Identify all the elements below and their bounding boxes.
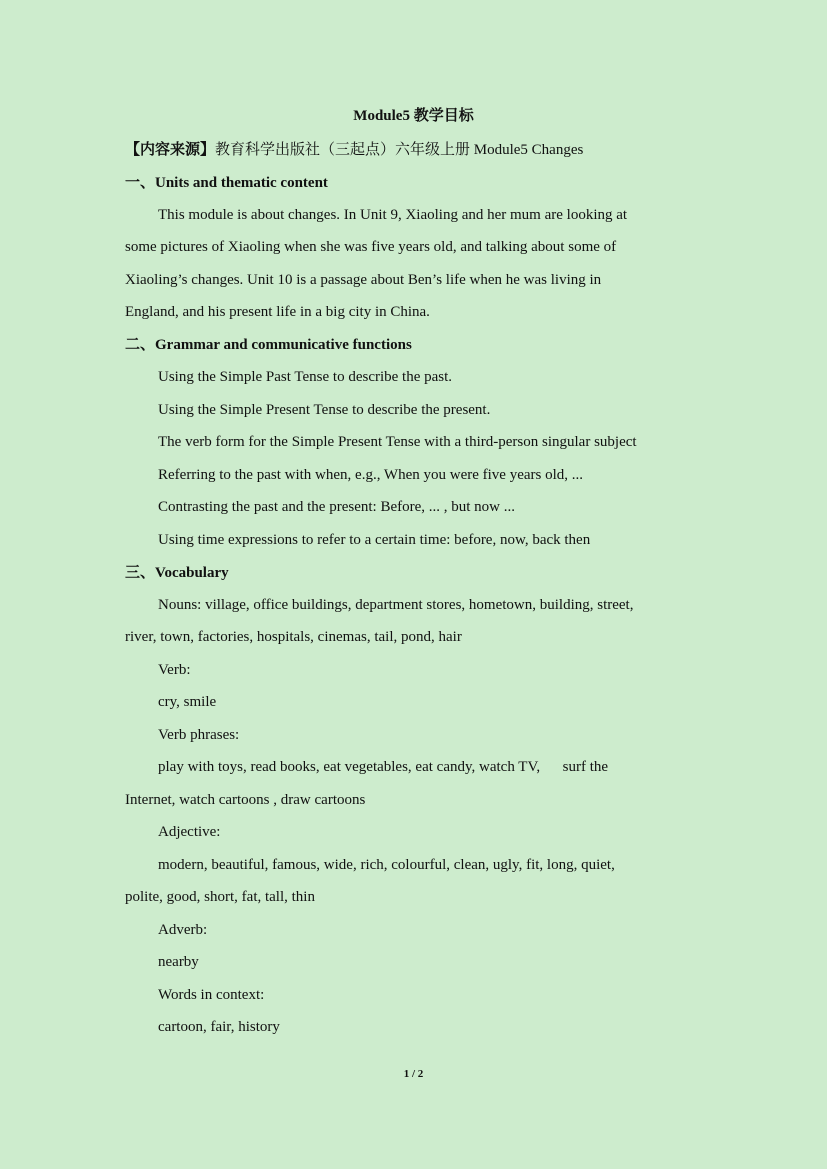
vocab-label: Words in context: (158, 987, 265, 1003)
source-text: 教育科学出版社（三起点）六年级上册 Module5 Changes (215, 142, 584, 158)
vocab-line: river, town, factories, hospitals, cinemas, tail, pond, hair (125, 629, 462, 645)
paragraph-line: This module is about changes. In Unit 9, Xiaoling and her mum are looking at (158, 207, 628, 223)
vocab-label: Verb phrases: (158, 727, 240, 743)
vocab-line: Nouns: village, office buildings, department stores, hometown, building, street, (158, 597, 634, 613)
page-number: 1 / 2 (403, 1068, 424, 1080)
vocab-line: cartoon, fair, history (158, 1019, 280, 1035)
paragraph-line: some pictures of Xiaoling when she was five years old, and talking about some of (125, 239, 617, 255)
page-title: Module5 教学目标 (353, 108, 474, 124)
vocab-label: Verb: (158, 662, 191, 678)
vocab-line: play with toys, read books, eat vegetables, eat candy, watch TV, surf the (158, 759, 609, 775)
paragraph-line: England, and his present life in a big city in China. (125, 304, 430, 320)
section-heading-units: 一、Units and thematic content (125, 175, 328, 191)
paragraph-line: Xiaoling’s changes. Unit 10 is a passage about Ben’s life when he was living in (125, 272, 602, 288)
vocab-line: Internet, watch cartoons , draw cartoons (125, 792, 366, 808)
list-item: The verb form for the Simple Present Tense with a third-person singular subject (158, 434, 637, 450)
vocab-line: modern, beautiful, famous, wide, rich, colourful, clean, ugly, fit, long, quiet, (158, 857, 615, 873)
list-item: Contrasting the past and the present: Before, ... , but now ... (158, 499, 516, 515)
section-heading-grammar: 二、Grammar and communicative functions (125, 337, 412, 353)
section-heading-vocabulary: 三、Vocabulary (125, 565, 229, 581)
vocab-label: Adjective: (158, 824, 221, 840)
source-line (125, 138, 705, 162)
list-item: Using time expressions to refer to a certain time: before, now, back then (158, 532, 591, 548)
list-item: Using the Simple Present Tense to describe the present. (158, 402, 491, 418)
vocab-label: Adverb: (158, 922, 208, 938)
list-item: Using the Simple Past Tense to describe the past. (158, 369, 453, 385)
list-item: Referring to the past with when, e.g., When you were five years old, ... (158, 467, 584, 483)
vocab-line: polite, good, short, fat, tall, thin (125, 889, 315, 905)
vocab-line: cry, smile (158, 694, 217, 710)
source-label: 【内容来源】 (125, 142, 216, 158)
vocab-line: nearby (158, 954, 199, 970)
